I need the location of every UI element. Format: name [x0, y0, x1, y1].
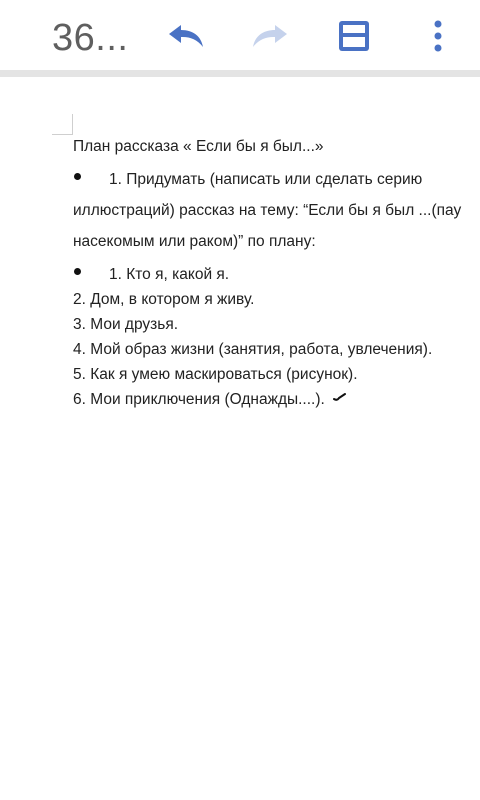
bullet-item-1-line-3: насекомым или раком)” по плану:: [73, 233, 316, 250]
bullet-item-1: [73, 167, 480, 192]
more-vertical-icon: [432, 19, 444, 53]
plan-item-1-text: 1. Кто я, какой я.: [109, 266, 230, 283]
plan-item-3: 3. Мои друзья.: [73, 316, 179, 333]
bullet-dot: [74, 268, 81, 275]
document-title[interactable]: 36...: [52, 17, 129, 59]
plan-item-6-text: 6. Мои приключения (Однажды....).: [73, 391, 325, 408]
save-floppy-icon: [337, 19, 371, 53]
plan-item-5: 5. Как я умею маскироваться (рисунок).: [73, 366, 358, 383]
plan-item-2: 2. Дом, в котором я живу.: [73, 291, 255, 308]
undo-button[interactable]: [162, 12, 210, 60]
more-options-button[interactable]: [414, 12, 462, 60]
plan-item-4: 4. Мой образ жизни (занятия, работа, увлечения).: [73, 341, 433, 358]
undo-arrow-icon: [165, 21, 207, 51]
plan-item-6: [73, 387, 480, 412]
save-button[interactable]: [330, 12, 378, 60]
top-toolbar: [0, 0, 480, 70]
document-body[interactable]: [73, 134, 480, 412]
page-corner-marker: [52, 114, 73, 135]
pen-stroke-icon: [333, 392, 347, 402]
redo-arrow-icon: [249, 21, 291, 51]
document-heading: План рассказа « Если бы я был...»: [73, 138, 324, 155]
bullet-dot: [74, 173, 81, 180]
bullet-item-1-line-2: иллюстраций) рассказ на тему: “Если бы я был ...(пау: [73, 202, 462, 219]
toolbar-divider: [0, 70, 480, 77]
bullet-item-1-line-1: 1. Придумать (написать или сделать серию: [109, 171, 423, 188]
plan-item-1: [73, 262, 480, 287]
redo-button[interactable]: [246, 12, 294, 60]
